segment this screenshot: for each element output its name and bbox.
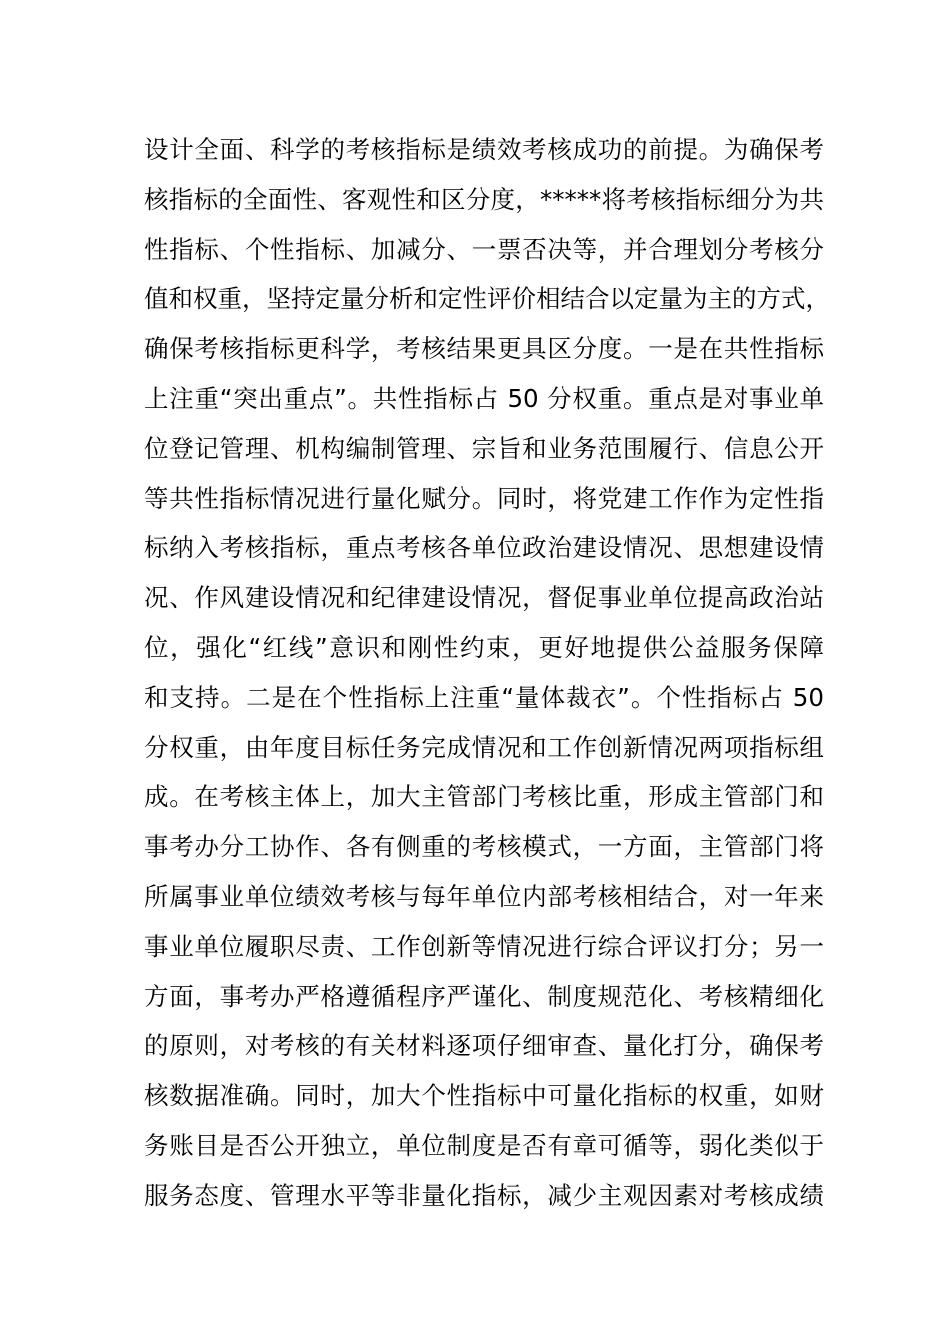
text-line-21: 务账目是否公开独立，单位制度是否有章可循等，弱化类似于	[144, 1130, 824, 1160]
text-line-6: 上注重“突出重点”。共性指标占 50 分权重。重点是对事业单	[144, 383, 824, 413]
text-line-16: 所属事业单位绩效考核与每年单位内部考核相结合，对一年来	[144, 881, 824, 911]
text-line-13: 分权重，由年度目标任务完成情况和工作创新情况两项指标组	[144, 732, 824, 762]
text-line-15: 事考办分工协作、各有侧重的考核模式，一方面，主管部门将	[144, 832, 824, 862]
text-line-5: 确保考核指标更科学，考核结果更具区分度。一是在共性指标	[144, 334, 824, 364]
text-line-12: 和支持。二是在个性指标上注重“量体裁衣”。个性指标占 50	[144, 682, 824, 712]
text-line-20: 核数据准确。同时，加大个性指标中可量化指标的权重，如财	[144, 1081, 824, 1111]
text-line-3: 性指标、个性指标、加减分、一票否决等，并合理划分考核分	[144, 234, 824, 264]
text-line-1: 设计全面、科学的考核指标是绩效考核成功的前提。为确保考	[144, 135, 824, 164]
text-line-2: 核指标的全面性、客观性和区分度，*****将考核指标细分为共	[144, 184, 824, 214]
text-line-22: 服务态度、管理水平等非量化指标，减少主观因素对考核成绩	[144, 1180, 824, 1210]
text-line-7: 位登记管理、机构编制管理、宗旨和业务范围履行、信息公开	[144, 433, 824, 463]
body-text	[144, 125, 830, 1221]
text-line-17: 事业单位履职尽责、工作创新等情况进行综合评议打分；另一	[144, 931, 824, 961]
text-line-14: 成。在考核主体上，加大主管部门考核比重，形成主管部门和	[144, 782, 824, 812]
text-line-19: 的原则，对考核的有关材料逐项仔细审查、量化打分，确保考	[144, 1031, 824, 1061]
text-line-4: 值和权重，坚持定量分析和定性评价相结合以定量为主的方式，	[144, 284, 830, 314]
text-line-9: 标纳入考核指标，重点考核各单位政治建设情况、思想建设情	[144, 533, 824, 563]
text-line-11: 位，强化“红线”意识和刚性约束，更好地提供公益服务保障	[144, 632, 824, 662]
text-line-8: 等共性指标情况进行量化赋分。同时，将党建工作作为定性指	[144, 483, 824, 513]
text-line-18: 方面，事考办严格遵循程序严谨化、制度规范化、考核精细化	[144, 981, 824, 1011]
text-line-10: 况、作风建设情况和纪律建设情况，督促事业单位提高政治站	[144, 583, 824, 613]
